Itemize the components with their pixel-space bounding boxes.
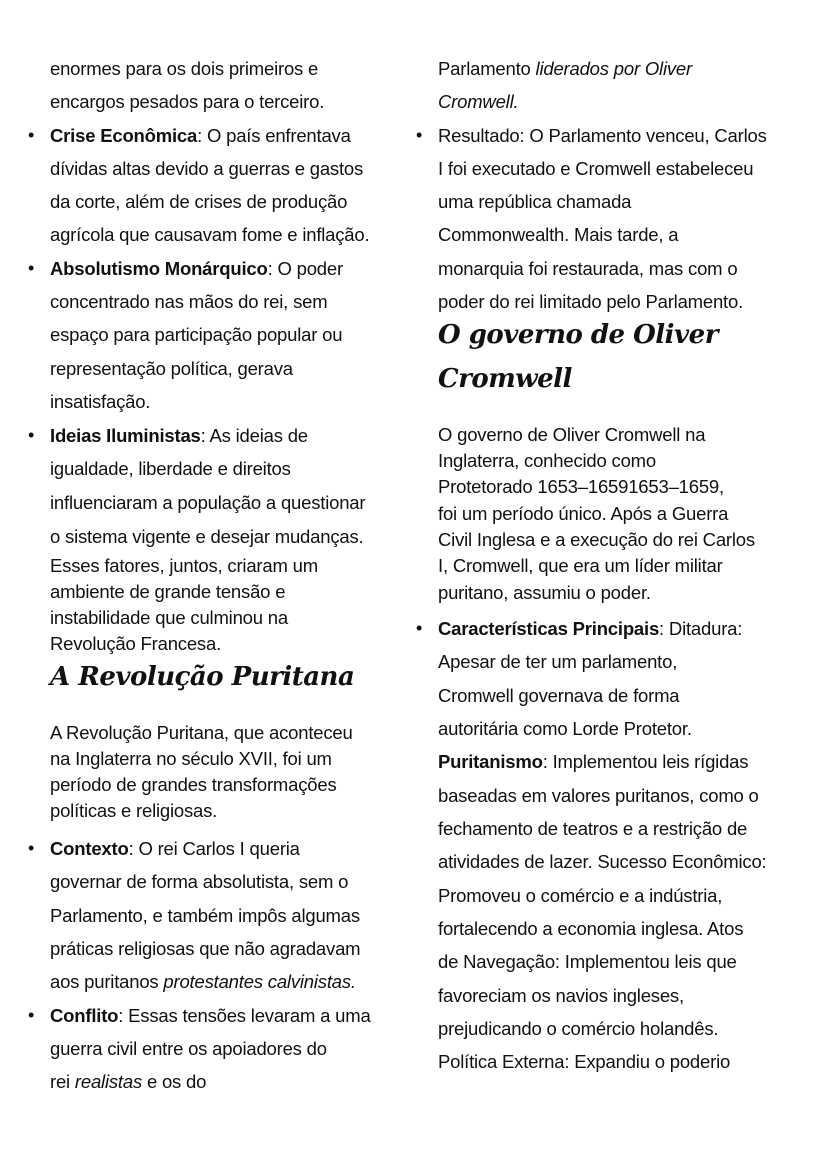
text-line: governar de forma absolutista, sem o	[50, 871, 349, 892]
list-item-crise-economica: • Crise Econômica: O país enfrentava	[28, 125, 351, 146]
text-line: influenciaram a população a questionar	[50, 492, 366, 513]
text-line: uma república chamada	[438, 191, 632, 212]
list-item-ideias-iluministas: • Ideias Iluministas: As ideias de	[28, 425, 308, 446]
text-line: A Revolução Puritana, que aconteceu	[50, 722, 353, 743]
text-line: aos puritanos protestantes calvinistas.	[50, 971, 356, 992]
list-item-conflito: • Conflito: Essas tensões levaram a uma	[28, 1005, 371, 1026]
text-line: Esses fatores, juntos, criaram um	[50, 555, 318, 576]
text-line: o sistema vigente e desejar mudanças.	[50, 526, 364, 547]
text-line: período de grandes transformações	[50, 774, 337, 795]
item-label: Absolutismo Monárquico	[50, 258, 268, 279]
text-line: I, Cromwell, que era um líder militar	[438, 555, 723, 576]
text-line: autoritária como Lorde Protetor.	[438, 718, 692, 739]
section-heading-governo-cromwell-cont: Cromwell	[438, 364, 572, 394]
text-line: guerra civil entre os apoiadores do	[50, 1038, 327, 1059]
text-line: políticas e religiosas.	[50, 800, 218, 821]
text-line: ambiente de grande tensão e	[50, 581, 286, 602]
text-line: baseadas em valores puritanos, como o	[438, 785, 759, 806]
list-item-caracteristicas: • Características Principais: Ditadura:	[416, 618, 743, 639]
bullet-icon: •	[28, 125, 35, 145]
text-line: de Navegação: Implementou leis que	[438, 951, 737, 972]
list-item-contexto: • Contexto: O rei Carlos I queria	[28, 838, 300, 859]
text-line: puritano, assumiu o poder.	[438, 582, 651, 603]
text-line: representação política, gerava	[50, 358, 293, 379]
bullet-icon: •	[28, 1005, 35, 1025]
text-line: igualdade, liberdade e direitos	[50, 458, 291, 479]
text-line: rei realistas e os do	[50, 1071, 207, 1092]
text-line: poder do rei limitado pelo Parlamento.	[438, 291, 744, 312]
text-line: Protetorado 1653–16591653–1659,	[438, 476, 724, 497]
bullet-icon: •	[28, 425, 35, 445]
item-label: Contexto	[50, 838, 129, 859]
text-line: dívidas altas devido a guerras e gastos	[50, 158, 364, 179]
list-item-resultado: • Resultado: O Parlamento venceu, Carlos	[416, 125, 767, 146]
text-line: I foi executado e Cromwell estabeleceu	[438, 158, 754, 179]
text-line: fortalecendo a economia inglesa. Atos	[438, 918, 744, 939]
list-item-absolutismo: • Absolutismo Monárquico: O poder	[28, 258, 343, 279]
text-line: O governo de Oliver Cromwell na	[438, 424, 706, 445]
text-line: Cromwell governava de forma	[438, 685, 680, 706]
section-heading-governo-cromwell: O governo de Oliver	[438, 320, 718, 350]
text-line: fechamento de teatros e a restrição de	[438, 818, 748, 839]
text-line: da corte, além de crises de produção	[50, 191, 348, 212]
text-line: instabilidade que culminou na	[50, 607, 288, 628]
item-label: Características Principais	[438, 618, 660, 639]
item-label: Ideias Iluministas	[50, 425, 201, 446]
section-heading-revolucao-puritana: A Revolução Puritana	[50, 662, 355, 692]
text-line: monarquia foi restaurada, mas com o	[438, 258, 738, 279]
text-line: concentrado nas mãos do rei, sem	[50, 291, 328, 312]
text-line: Civil Inglesa e a execução do rei Carlos	[438, 529, 755, 550]
text-line: Commonwealth. Mais tarde, a	[438, 224, 679, 245]
text-line: insatisfação.	[50, 391, 151, 412]
item-label: Crise Econômica	[50, 125, 198, 146]
text-line: foi um período único. Após a Guerra	[438, 503, 729, 524]
text-line: atividades de lazer. Sucesso Econômico:	[438, 851, 767, 872]
text-line: prejudicando o comércio holandês.	[438, 1018, 719, 1039]
text-line: Revolução Francesa.	[50, 633, 222, 654]
text-line: Política Externa: Expandiu o poderio	[438, 1051, 731, 1072]
text-line: Parlamento, e também impôs algumas	[50, 905, 360, 926]
text-line: Inglaterra, conhecido como	[438, 450, 656, 471]
bullet-icon: •	[28, 838, 35, 858]
text-line: favoreciam os navios ingleses,	[438, 985, 684, 1006]
item-label: Conflito	[50, 1005, 119, 1026]
text-line: na Inglaterra no século XVII, foi um	[50, 748, 332, 769]
text-line: Cromwell.	[438, 91, 519, 112]
item-label: Puritanismo	[438, 751, 543, 772]
text-line: Promoveu o comércio e a indústria,	[438, 885, 723, 906]
bullet-icon: •	[28, 258, 35, 278]
bullet-icon: •	[416, 618, 423, 638]
text-line: Puritanismo: Implementou leis rígidas	[438, 751, 749, 772]
text-line: Apesar de ter um parlamento,	[438, 651, 678, 672]
text-line: agrícola que causavam fome e inflação.	[50, 224, 370, 245]
text-line: Parlamento liderados por Oliver	[438, 58, 692, 79]
text-line: espaço para participação popular ou	[50, 324, 343, 345]
text-line: encargos pesados para o terceiro.	[50, 91, 325, 112]
bullet-icon: •	[416, 125, 423, 145]
text-line: práticas religiosas que não agradavam	[50, 938, 361, 959]
text-line: enormes para os dois primeiros e	[50, 58, 319, 79]
